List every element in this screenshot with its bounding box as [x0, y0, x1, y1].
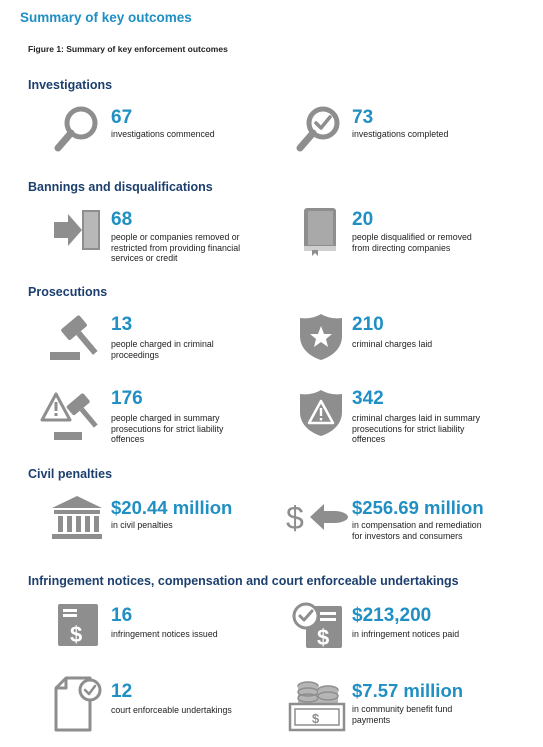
- stat-label-criminal-charges: criminal charges laid: [352, 339, 433, 349]
- stat-label-community-benefit: in community benefit fund payments: [352, 704, 453, 725]
- stat-label-investigations-completed: investigations completed: [352, 129, 449, 139]
- exit-door-icon: [52, 208, 104, 252]
- stat-label-compensation: in compensation and remediation for investors and consumers: [352, 520, 482, 541]
- stat-label-infringement-notices: infringement notices issued: [111, 629, 218, 639]
- stat-value-people-charged: 13: [111, 314, 133, 335]
- stat-value-summary-criminal-charges: 342: [352, 388, 384, 409]
- stat-label-undertakings: court enforceable undertakings: [111, 705, 232, 715]
- stat-value-undertakings: 12: [111, 681, 133, 702]
- money-stacks-icon: [286, 676, 346, 732]
- stat-value-civil-penalties: $20.44 million: [111, 497, 233, 518]
- figure-caption: Figure 1: Summary of key enforcement outcomes: [28, 44, 228, 54]
- stat-value-infringement-notices: 16: [111, 605, 133, 626]
- section-heading-bannings: Bannings and disqualifications: [28, 180, 213, 194]
- stat-value-compensation: $256.69 million: [352, 497, 484, 518]
- svg-text:$: $: [312, 711, 320, 726]
- stat-label-investigations-commenced: investigations commenced: [111, 129, 215, 139]
- svg-text:$: $: [317, 625, 330, 650]
- stat-value-community-benefit: $7.57 million: [352, 680, 464, 701]
- stat-value-people-removed: 68: [111, 209, 133, 230]
- courthouse-icon: [50, 494, 104, 540]
- svg-text:$: $: [70, 622, 83, 647]
- stat-label-people-removed: people or companies removed or restricted from providing financial services or credit: [111, 232, 241, 263]
- stat-value-people-disqualified: 20: [352, 209, 374, 230]
- dollar-notice-check-icon: [292, 600, 346, 650]
- gavel-icon: [46, 312, 102, 364]
- stat-value-notices-paid: $213,200: [352, 605, 432, 626]
- stat-value-summary-people-charged: 176: [111, 388, 143, 409]
- gavel-warning-icon: [40, 388, 102, 442]
- stat-label-civil-penalties: in civil penalties: [111, 520, 173, 530]
- stat-label-summary-people-charged: people charged in summary prosecutions for strict liability offences: [111, 413, 224, 444]
- police-badge-icon: [298, 312, 344, 362]
- stat-label-summary-criminal-charges: criminal charges laid in summary prosecutions for strict liability offences: [352, 413, 481, 444]
- magnifier-icon: [52, 104, 102, 154]
- magnifier-check-icon: [294, 104, 344, 154]
- dollar-return-arrow-icon: [286, 496, 352, 538]
- section-heading-civil-penalties: Civil penalties: [28, 467, 113, 481]
- stat-label-people-charged: people charged in criminal proceedings: [111, 339, 214, 360]
- stat-value-investigations-completed: 73: [352, 107, 374, 128]
- badge-warning-icon: [298, 388, 344, 438]
- stat-value-criminal-charges: 210: [352, 314, 384, 335]
- book-icon: [300, 206, 340, 256]
- stat-value-investigations-commenced: 67: [111, 107, 133, 128]
- svg-text:$: $: [286, 500, 304, 536]
- section-heading-prosecutions: Prosecutions: [28, 285, 108, 299]
- dollar-notice-icon: [56, 602, 100, 648]
- document-check-icon: [52, 676, 106, 732]
- stat-label-people-disqualified: people disqualified or removed from directing companies: [352, 232, 472, 253]
- section-heading-infringement: Infringement notices, compensation and court enforceable undertakings: [28, 574, 459, 588]
- page-title: Summary of key outcomes: [20, 10, 192, 25]
- stat-label-notices-paid: in infringement notices paid: [352, 629, 460, 639]
- section-heading-investigations: Investigations: [28, 78, 113, 92]
